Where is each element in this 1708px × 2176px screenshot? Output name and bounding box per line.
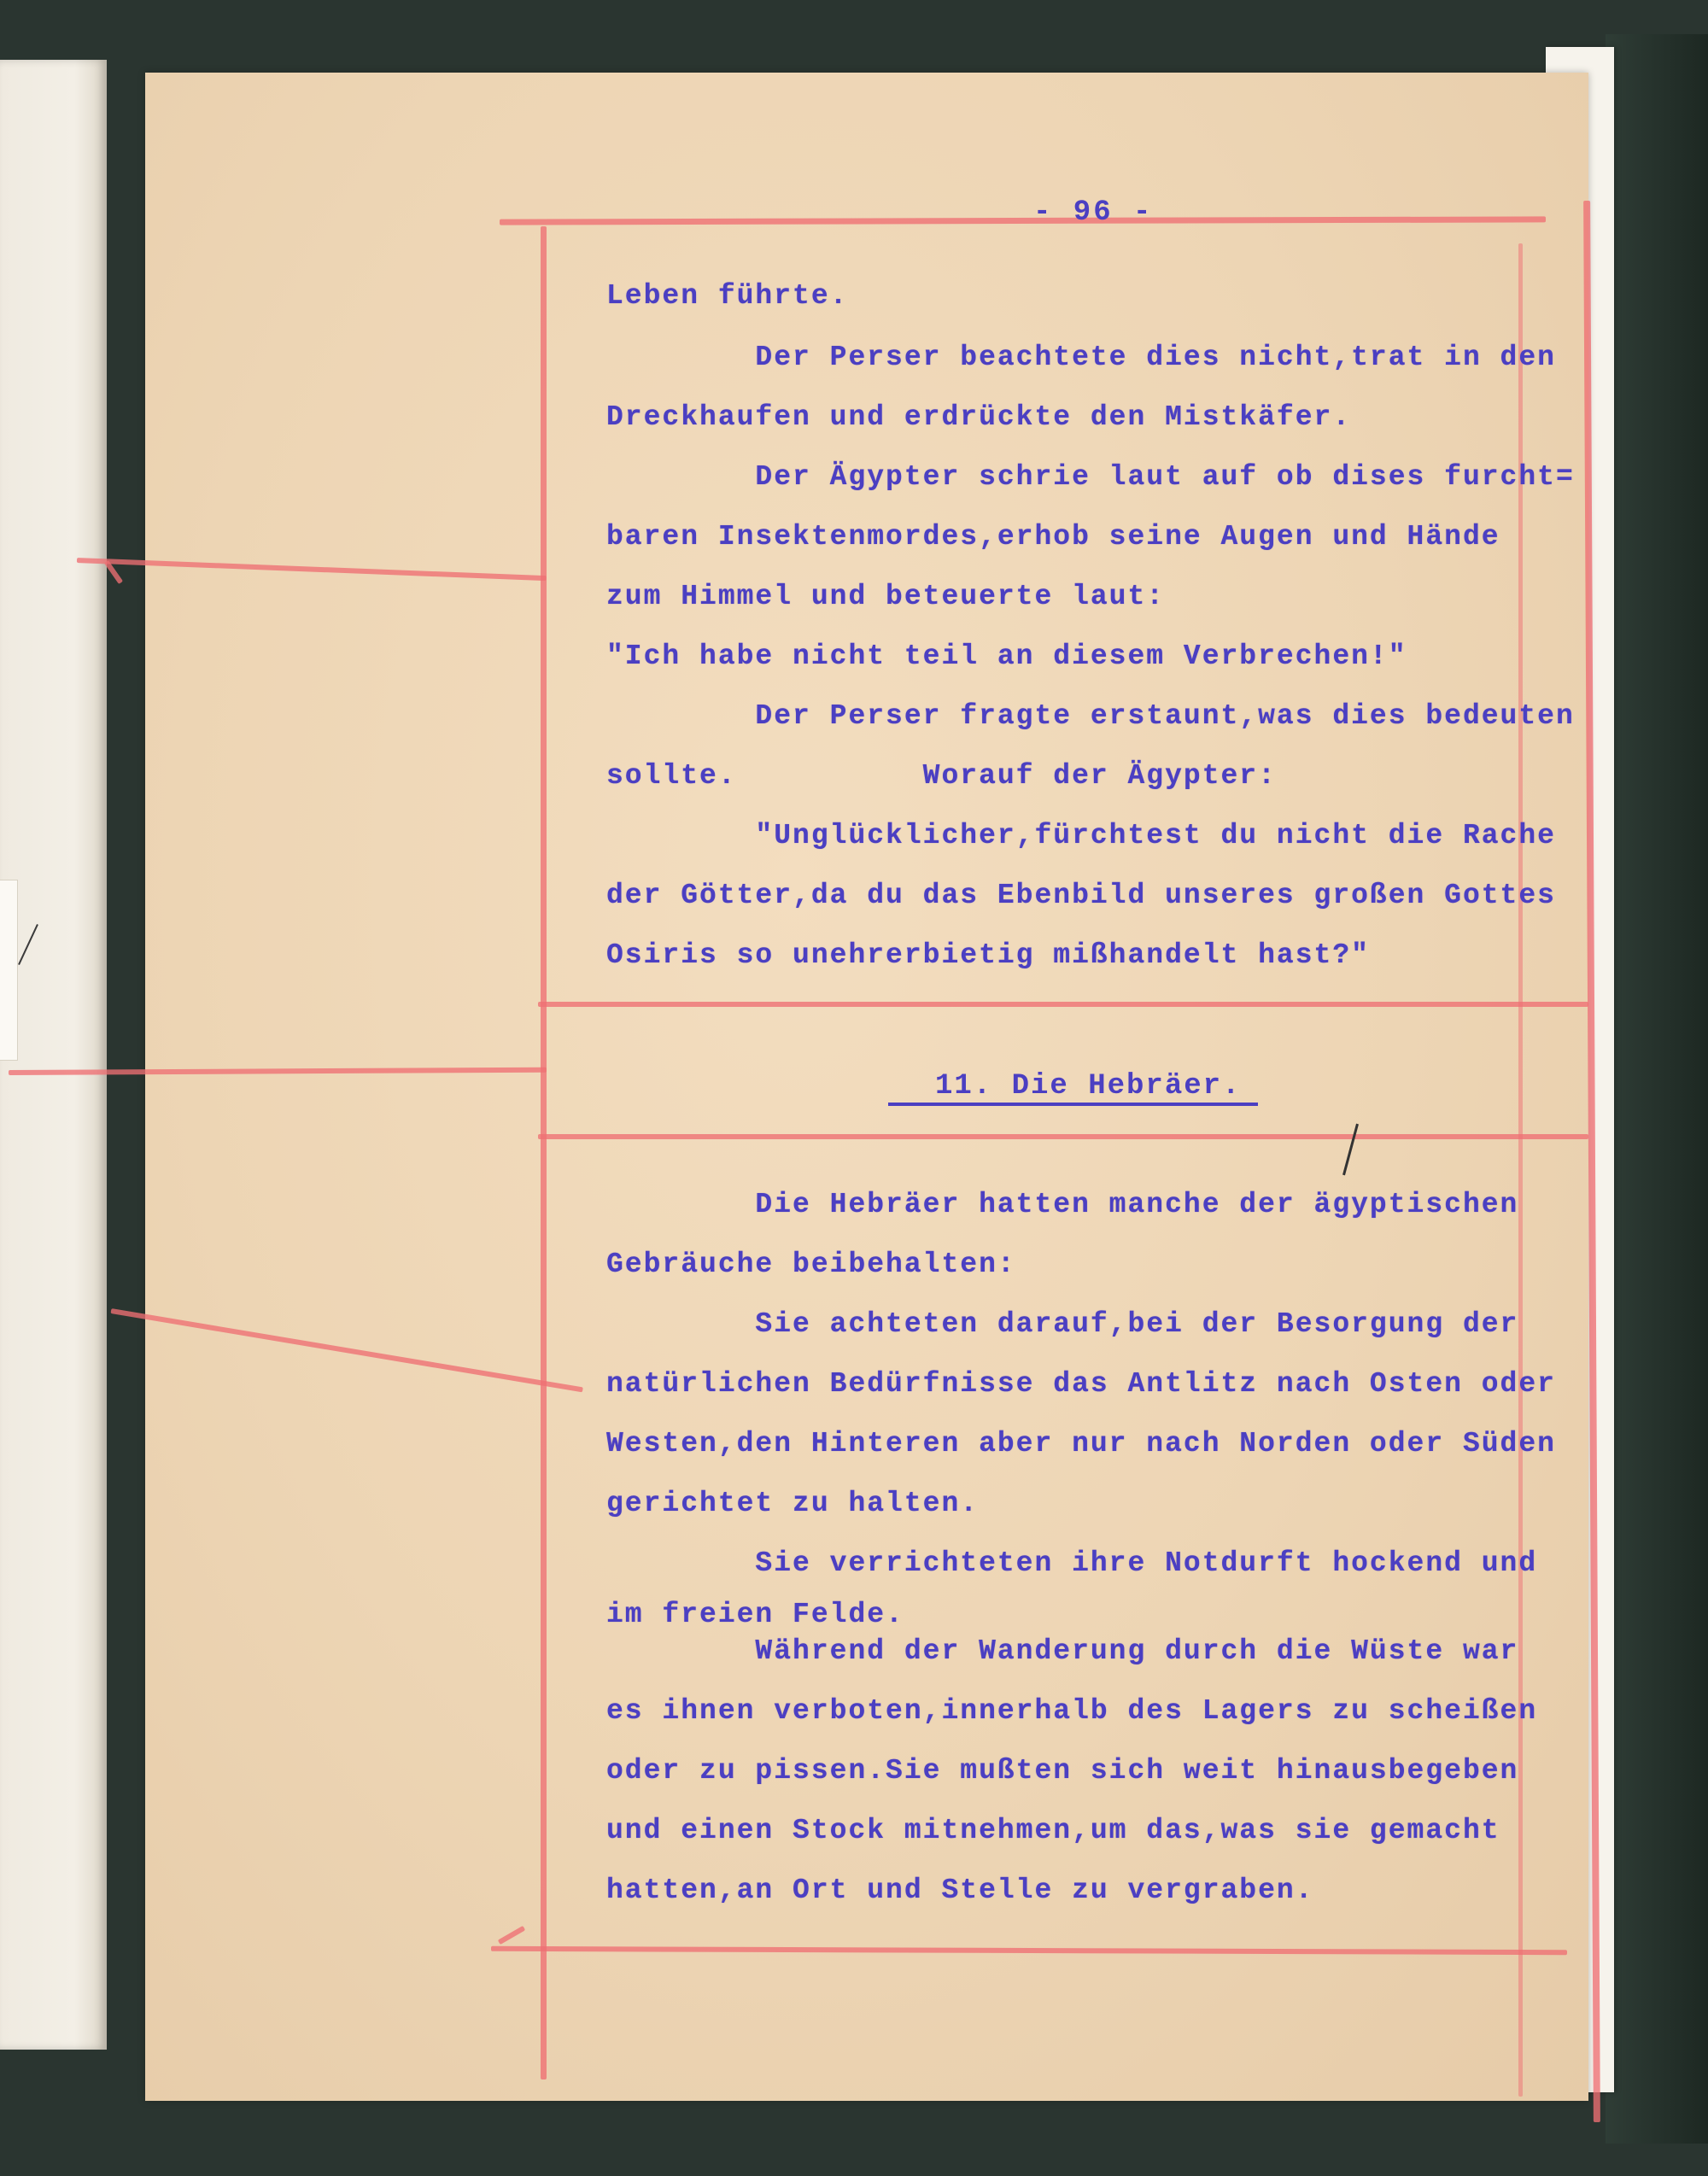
text-line: Während der Wanderung durch die Wüste war	[606, 1635, 1519, 1667]
red-line-mid-lower	[538, 1134, 1588, 1139]
text-line: Der Perser beachtete dies nicht,trat in den	[606, 342, 1556, 373]
text-line: baren Insektenmordes,erhob seine Augen und Hände	[606, 521, 1500, 553]
text-line: "Ich habe nicht teil an diesem Verbrechen!"	[606, 641, 1407, 672]
text-line: im freien Felde.	[606, 1599, 904, 1630]
left-page-paper-tab	[0, 880, 18, 1061]
text-line: der Götter,da du das Ebenbild unseres großen Gottes	[606, 880, 1556, 911]
red-line-left-vertical	[541, 226, 547, 2079]
book-cover-edge	[1606, 34, 1708, 2144]
text-line: oder zu pissen.Sie mußten sich weit hinausbegeben	[606, 1755, 1519, 1787]
text-line: gerichtet zu halten.	[606, 1488, 980, 1519]
text-line: es ihnen verboten,innerhalb des Lagers zu scheißen	[606, 1695, 1538, 1727]
pencil-mark-icon	[1342, 1124, 1359, 1176]
text-line: Der Ägypter schrie laut auf ob dises furcht=	[606, 461, 1575, 493]
red-line-mid-upper	[538, 1002, 1588, 1007]
red-line-top	[500, 216, 1546, 225]
red-line-margin-3	[111, 1308, 583, 1392]
text-line: Der Perser fragte erstaunt,was dies bedeuten	[606, 700, 1575, 732]
text-line: Sie verrichteten ihre Notdurft hockend und	[606, 1547, 1538, 1579]
text-line: und einen Stock mitnehmen,um das,was sie gemacht	[606, 1815, 1500, 1846]
text-line: natürlichen Bedürfnisse das Antlitz nach Osten oder	[606, 1368, 1556, 1400]
section-heading: 11. Die Hebräer.	[888, 1070, 1258, 1106]
typescript-page	[145, 73, 1588, 2101]
text-line: sollte. Worauf der Ägypter:	[606, 760, 1277, 792]
text-line: Leben führte.	[606, 280, 849, 312]
text-line: Dreckhaufen und erdrückte den Mistkäfer.	[606, 401, 1352, 433]
left-page	[0, 60, 107, 2050]
text-line: Sie achteten darauf,bei der Besorgung der	[606, 1308, 1519, 1340]
text-line: Die Hebräer hatten manche der ägyptischen	[606, 1189, 1519, 1220]
red-line-right-inner	[1518, 243, 1523, 2097]
text-line: Gebräuche beibehalten:	[606, 1249, 1016, 1280]
red-line-bottom-hook	[498, 1926, 525, 1945]
pencil-mark-icon	[18, 924, 38, 965]
text-line: hatten,an Ort und Stelle zu vergraben.	[606, 1875, 1314, 1906]
text-line: Westen,den Hinteren aber nur nach Norden oder Süden	[606, 1428, 1556, 1459]
red-line-bottom	[491, 1946, 1567, 1955]
text-line: Osiris so unehrerbietig mißhandelt hast?"	[606, 939, 1370, 971]
text-line: "Unglücklicher,fürchtest du nicht die Rache	[606, 820, 1556, 851]
text-line: zum Himmel und beteuerte laut:	[606, 581, 1166, 612]
red-line-margin-1	[77, 558, 547, 581]
page-number: - 96 -	[1033, 196, 1154, 229]
